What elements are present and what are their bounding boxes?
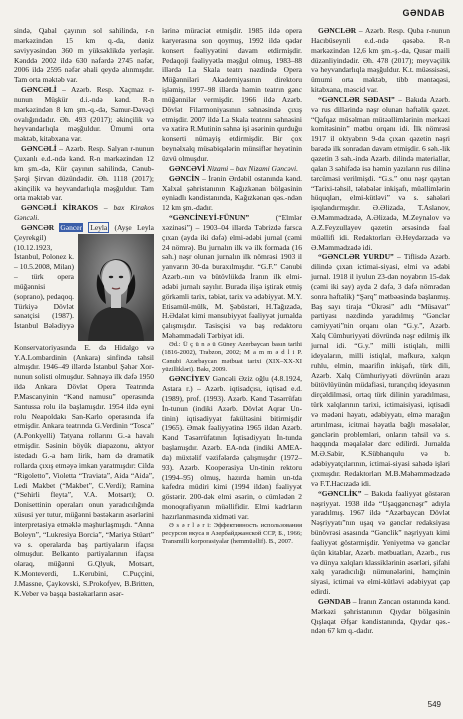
entry-headword: GƏNCƏR xyxy=(21,222,55,232)
portrait-photo xyxy=(78,234,154,341)
entry-gencler-sedasi xyxy=(311,95,450,253)
entry-gendab xyxy=(311,597,450,636)
entry-body: – Tiflisdə Azərb. dilində çıxan ictimai-siyasi, elmi və ədəbi jurnal. 1918 il iyulun 23-dən noyabrın 15-dək (cəmi iki say) ayda 2 dəfə, 3 dəfə nömrədən sonra həftəlik) “Şərq” mətbəəsində başlanmış. Baş sayı tiraja “Ükrəsi” adlı “Müsavat” partiyası nəzdində yaradılmış “Gənclər cəmiyyəti”nin orqanı olan “G.y.”, Azərb. Xalq Cümhuriyyəti dövründə nəşr edilmiş ilk jurnal idi. “G.y.” milli istiqlalı, milli ideyaların, milli istiqlal, məfkurə, xalqın ruhlu, elmin, maarifin inkişafı, türk dili, Azərb. Xalq Cümhuriyyəti dövrünün arazı bütövlüyünün müdafiəsi, turançılıq ideyasının dirçəldilməsi, ortaq türk dilinin yaradılması, türk xalqlarının tarixi, ictimaisiyasi, iqtisadi və mədəni həyatı, ədəbiyyatı, elmə marağın artırılması, icitmai həyatla bağlı məsələlər, gənclərin problemləri, onların təhsil və s. haqqında məqalələr dərc edilirdi. Jurnalda M.Ə.Sabir, K.Sübhanqulu və b. ədəbiyyatçılarının, ictimai-siyasi sahədə işləri çıxmışdır. Redaktorları M.B.Məhəmmədzadə və F.T.Hacızadə idi. xyxy=(311,252,450,488)
entry-body: Gəncəli Əziz oğlu (4.8.1924, Astara r.) – Azərb. iqtisadçısı, iqtisad e.d. (1989), prof. (1993). Azərb. Kənd Təsərrüfatı İn-tunun (indiki Azərb. Dövlət Aqrar Un-tinin) iqtisadiyyat fakültəsini bitirmişdir (1965). Əmək fəaliyyətinə 1965 ildən Azərb. Kənd Təsərrüfatının İqtisadiyyatı İn-tunda başlamışdır. Azərb. EA-nda (indiki AMEA-da) müxtəlif vəzifələrdə çalışmışdır (1972–93). Azərb. Kooperasiya Un-tinin rektoru (1994–95) olmuş, hazırda həmin un-tda kafedra müdiri kimi (1994 ildən) fəaliyyət göstərir. 200-dək elmi əsərin, o cümlədən 2 monoqrafiyanın müəllifidir. Elmi kadrların hazırlanmasında xidməti var. xyxy=(162,374,302,521)
entry-gencevi xyxy=(162,164,302,174)
entry-gencheli-kirakos xyxy=(14,203,154,223)
entry-headword: GƏNCƏVİ xyxy=(169,163,206,173)
selected-text[interactable]: Gəncer xyxy=(60,222,83,232)
column-3 xyxy=(311,26,450,636)
entry-body: (“Elmlər xəzinəsi”) – 1903–04 illərdə Təbrizdə farsca çıxan (ayda iki dəfə) elmi-ədəbi jurnal (cəmi 24 nömrə). Bu jurnalın ilk və ilk formada (16 səh.) nəşr olunan jurnalın ilk nömrəsi 1903 il yanvarın 30-da buraxılmışdır. “G.F.” Cənubi Azərb.-nın və bütövlükdə İranın ilk elmi-ədəbi jurnalı sayılır. Burada ilişə iştirak etmiş görkəmli tarix, təbiət, tarix və ədəbiyyat. M.Y. Etisamül-mülk, M. Şəbüstəri, H.Tağızadə, H.Ədalət kimi mənsubiyyət fəaliyyət jurnalda çalışmışdır. Tasisçisi və baş redaktoru Məhəmmədəli Tərbiyət idi. xyxy=(162,213,302,341)
entry-body: – Bakıda Azərb. və rus dillərində nəşr olunan həftəlik qəzet. “Qafqaz müsəlman mütəəllimlərinin mərkəzi komitəsinin” mətbu orqanı idi. İlk nömrəsi 1917 il oktyabrın 9-da çıxan qəzetin nəşri barədə ilk sonradan davam etmişdir. 6 səh.-lik qəzetin 3 səh.-ində Azərb. dilində materiallar, qalan 3 səhifədə isə həmin yazıların rus dilinə tərcüməsi verilmişdi. “G.s.” onu nəşr qaytan “Tarixi-təhsil, tələbələr inkişafı, müəllimlərin hüquqları, elmi-kütləvi” və s. sahələri işıqlandırmışdır. Ə.Əlizadə, T.Aslanov, Ə.Məmmədzadə, A.Əlizadə, M.Zeynalov və A.Z.Feyzullayev qəzetin ərsəsində fəal müəllifi idi. Redaktorları Ə.Heydərzadə və Ə.Məmmədzadə idi. xyxy=(311,94,450,252)
entry-gencheli-1 xyxy=(14,85,154,144)
portrait-photo-icon xyxy=(78,234,154,341)
entry-body: – İrənin Ərdəbil ostanında kənd. Xalxal şəhristanının Kağızkənan bölgəsinin eyniadlı kəndistanında, Kağızkənan qəs.-ndən 12 km şm.-dadır. xyxy=(162,173,302,213)
entry-body: – Azərb. Resp. Salyan r-nunun Çuxanlı e.d.-ndə kənd. R-n mərkəzindən 12 km şm.-də, Kür çayının sahilində, Cənub-Şərqi Şirvan düzündədir. Əh. 1118 (2017); əkinçilik və heyvandarlıqla məşğuldur. Tam orta məktəb var. xyxy=(14,144,154,203)
entry-body: – bax Kirakos Gəncəli. xyxy=(14,203,154,223)
entry-headword: GƏNDAB xyxy=(318,596,351,606)
entry-body: – Azərb. Resp. Xaçmaz r-nunun Müşkür d.i.-ndə kənd. R-n mərkəzindən 8 km şm.-q.-də, Samur-Dəvəçi ovalığındadır. Əh. 493 (2017); əkinçilik və heyvandarlıqla məşğuldur. Ümumi orta məktəb, kitabxana var. xyxy=(14,85,154,144)
column-2 xyxy=(162,26,302,547)
entry-qabal-village: sində, Qabal çayının sol sahilində, r-n mərkəzindən 15 km q.-da, dəniz səviyyəsindən 360 m yüksəklikdə yerləşir. Kənddə 2002 ildə 630 nəfərdə 2745 nəfər, 2006 ildə 2595 nəfər əhali qeydə alınmışdır. Tam orta məktəb var. xyxy=(14,26,154,85)
column-1 xyxy=(14,26,154,599)
entry-gencler-yurdu xyxy=(311,252,450,488)
entry-body: – Azərb. Resp. Quba r-nunun Hacıbüseynli e.d.-ndə qəsəbə. R-n mərkəzindən 12,6 km şm.-ş.-da, Qusar maili düzənliyindədir. Əh. 478 (2017); meyvəçilik və heyvandarlıqla məşğuldur. K.t. müəssisəsi, ümumi orta məktəb, tibb məntəqəsi, kitabxana, məscid var. xyxy=(311,26,450,95)
entry-headword: GƏNCİYEV xyxy=(169,374,210,384)
entry-headword: “GƏNCLİK” xyxy=(318,488,362,498)
entry-genciyev xyxy=(162,374,302,522)
running-head: GƏNDAB xyxy=(402,8,445,18)
entry-body: – İranın Zəncan ostanında kənd. Mərkəzi şəhristanının Qıydar bölgəsinin Qışlaqat Əfşar kəndistanında, Qıydar qəs.-ndən 67 km q.-dadır. xyxy=(311,596,450,636)
search-highlight[interactable]: Leyla xyxy=(90,222,108,232)
entry-headword: GƏNCİN xyxy=(169,173,200,183)
entry-gencheli-2 xyxy=(14,144,154,203)
entry-genclik xyxy=(311,489,450,597)
entry-headword: GƏNCƏLİ xyxy=(21,144,57,154)
entry-body: – Bakıda fəaliyyət göstərən nəşriyyat. 1938 ildə “Uşaqgəncnəşr” adıyla yaradılmış. 1967 ildə “Azərbaycan Dövlət Nəşriyyatı”nın uşaq və gənclər redaksiyası bünövrəsi əsasında “Gənclik” nəşriyyatı kimi fəaliyyət göstərmişdir. Yeniyetmə və gənclər üçün kitablar, Azərb. mətbuatları, Azərb., rus və dünya xalqları klassiklərinin əsərləri, şifahi xalq yaradıcılığı nümunələrini, həmçinin siyasi, ictimai və elmi-kütləvi ədəbiyyat çap edirdi. xyxy=(311,488,450,597)
entry-body: Nizami – bax Nizami Gəncəvi. xyxy=(205,163,298,173)
entry-body: (Ayşe Leyla Çeyrekgil) (10.12.1923, İstanbul, Polonez k. – 10.5.2008, Milan) – türk opera müğənnisi (soprano), pedaqoq. Türkiyə Dövlət sənətçisi (1987). İstanbul Bələdiyyə Konservatoriyasında E. də Hidalgo və Y.A.Lombardinin (Ankara) sinfində təhsil almışdır. 1946–49 illərdə İstanbul Şəhər Xor-nunun solisti olmuşdur. Səhnəyə ilk dəfə 1950 ildə Ankara Dövlət Opera Teatrında P.Mascanyinin “Kənd namusu” operasında Santussa rolu ilə başlamışdır. 1954 ildə eyni rolu Neapoldakı San-Karlo operasında ifa etmişdir. Ankara teatrında G.Verdinin “Tosca” (A.Ponkyelli) Tatyana rollarını G.-a havalı etmişdir. Səsinin böyük diapazonu, aktyor istedadı G.-a həm lirik, həm də dramatik rollarda çıxış etməyə imkan yaratmışdır: Cilda “Rigoletto”, Violetta “Traviata”, Aida “Aida”, Ledi Makbet (“Makbet”, C.Verdi); Ramina (“Sehirli fleyta”, V.A. Motsart); O. Donisettinin operaları onun yaradıcılığında xüsusi yer tutur, müğənni bəstəkarın əsərlərini interpretasiya etməklə məşhurlaşmışdı. “Anna Boleyn”, “Lukresiya Borcia”, “Mariya Stüart” və s. operalarda baş partiyaların ifaçısı olmuşdur. Belkanto partiyalarının ifaçısı olaraq, müğənni G.Qlyuk, Motsart, K.Monteverdi, L.Kerubini, C.Puççini, J.Massne, Çaykovski, S.Prokofyev, B.Britten, K.Veber və başqa bəstəkarların əsər- xyxy=(14,222,155,598)
entry-gencer xyxy=(14,223,154,599)
entry-headword: “GƏNCİNEYİ-FÜNUN” xyxy=(169,213,250,223)
entry-gencer-continued: lərinə müraciət etmişdir. 1985 ildə opera karyerasına son qoymuş, 1992 ildə qədər konsert fəaliyyətini davam etdirmişdir. Pedaqoji fəaliyyətlə məşğul olmuş, 1983–88 illərdə La Skala teatrı nəzdində Opera Müğənniləri Akademiyasının direktoru işləmiş, 1997–98 illərdə həmin teatrın gənc müğənnilər vermişdir. 1966 ildə Azərb. Dövlət Filarmoniyasının səhnəsində çıxış etmişdir. 2007 ildə La Skala teatrını səhnəsini və xatirə R.Mutinin səhnə işi əsərinin qurduğu konserti nümayiş etdirmişdir. Bir çox beynəlxalq müsabiqələrin münsiflər heyətinin üzvü olmuşdur. xyxy=(162,26,302,163)
entry-headword: GƏNCLƏR xyxy=(318,26,357,35)
entry-headword: GƏNCƏLİ xyxy=(21,85,57,95)
entry-gencler xyxy=(311,26,450,95)
page-number: 549 xyxy=(427,700,441,709)
entry-headword: GƏNCƏLİ KİRAKOS xyxy=(21,203,98,213)
entry-gencineyi-funun xyxy=(162,213,302,341)
entry-headword: “GƏNCLƏR YURDU” xyxy=(318,252,394,262)
entry-headword: “GƏNCLƏR SƏDASI” xyxy=(318,94,395,104)
entry-gencin xyxy=(162,174,302,213)
bibliography-note: Əd.: Ü ç ü n ə ü Güney Azerbaycan basın tarihi (1816-2002), Trabzon, 2002; M a m m ə d l i P. Cənubi Azərbaycan mətbuat tarixi (XIX–XX-XI yüzillikləri). Bakı, 2009. xyxy=(162,341,302,373)
works-note: Ə s ə r l ə r i: Эффективность использования ресурсов вкуса в Азербайджанской ССР, Б., 1966; Transmilli korporasiyalar (hemmüəllif). B., 2007. xyxy=(162,521,302,546)
